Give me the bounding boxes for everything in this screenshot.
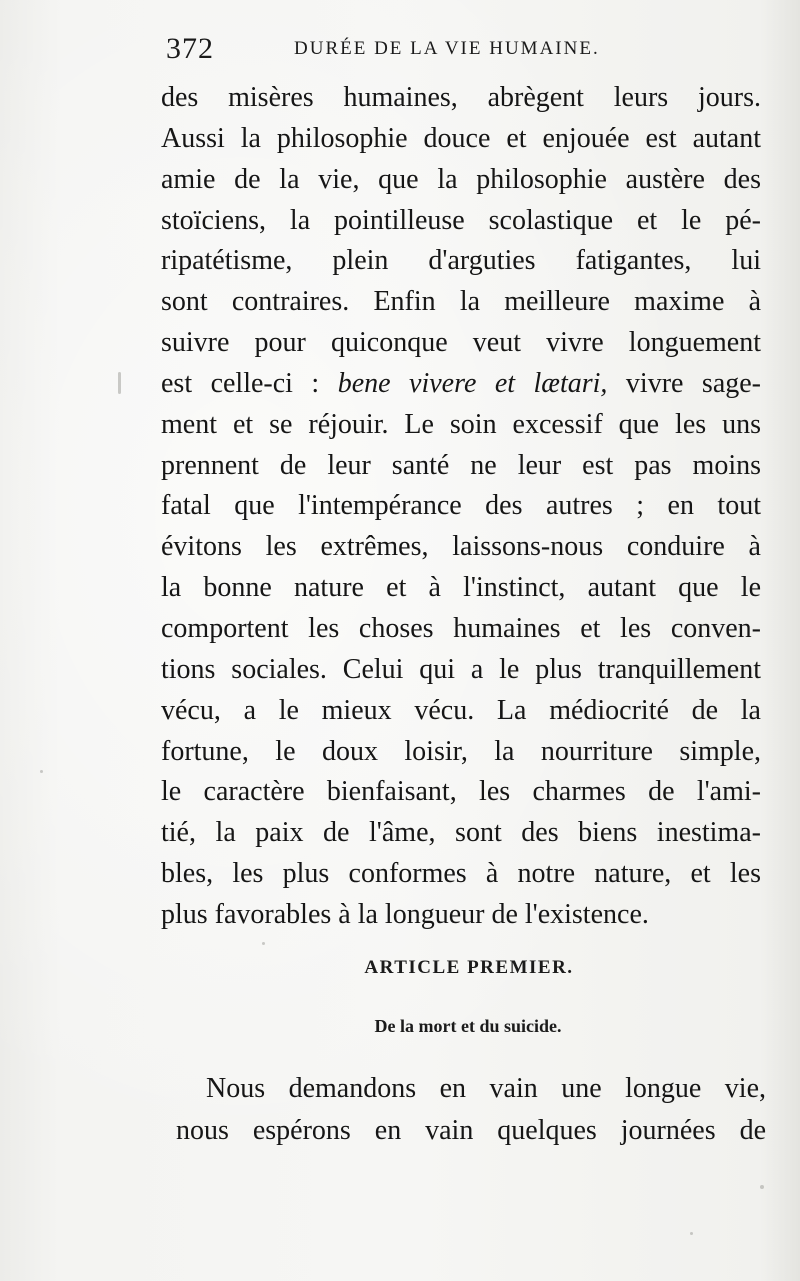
text-line xyxy=(161,364,761,405)
text-line: ment et se réjouir. Le soin excessif que les uns xyxy=(161,408,761,440)
text-line: suivre pour quiconque veut vivre longuement xyxy=(161,327,761,359)
paper-speck xyxy=(262,942,265,945)
text-line: vécu, a le mieux vécu. La médiocrité de la xyxy=(161,694,761,726)
text-line: bles, les plus conformes à notre nature, et les xyxy=(161,858,761,890)
paper-speck xyxy=(760,1185,764,1189)
text-line: la bonne nature et à l'instinct, autant que le xyxy=(161,572,761,604)
text-line: le caractère bienfaisant, les charmes de l'ami- xyxy=(161,776,761,808)
text-line: plus favorables à la longueur de l'existence. xyxy=(161,898,649,930)
text-line: amie de la vie, que la philosophie austère des xyxy=(161,163,761,195)
text-line: tions sociales. Celui qui a le plus tranquillement xyxy=(161,653,761,685)
body-paragraph xyxy=(161,78,761,936)
article-paragraph xyxy=(176,1068,766,1152)
text-line: fortune, le doux loisir, la nourriture simple, xyxy=(161,735,761,767)
page-header xyxy=(166,30,726,64)
page-number: 372 xyxy=(166,32,214,65)
text-line: évitons les extrêmes, laissons-nous conduire à xyxy=(161,531,761,563)
paper-speck xyxy=(118,372,121,394)
latin-phrase: bene vivere et lætari, xyxy=(337,367,608,399)
article-heading xyxy=(0,957,800,979)
article-heading-text: ARTICLE PREMIER. xyxy=(364,957,574,978)
text-segment: vivre sage- xyxy=(607,367,761,399)
text-line: nous espérons en vain quelques journées de xyxy=(176,1115,766,1146)
text-line: Aussi la philosophie douce et enjouée est autant xyxy=(161,122,761,154)
article-subheading xyxy=(0,1016,800,1037)
paper-speck xyxy=(690,1232,693,1235)
paper-speck xyxy=(40,770,43,773)
article-subheading-text: De la mort et du suicide. xyxy=(374,1016,562,1036)
text-line: stoïciens, la pointilleuse scolastique et le pé- xyxy=(161,204,761,236)
text-line: prennent de leur santé ne leur est pas moins xyxy=(161,449,761,481)
running-title: DURÉE DE LA VIE HUMAINE. xyxy=(294,38,600,59)
text-line: comportent les choses humaines et les conven- xyxy=(161,612,761,644)
text-line: fatal que l'intempérance des autres ; en tout xyxy=(161,490,761,522)
text-line: Nous demandons en vain une longue vie, xyxy=(206,1073,766,1104)
text-line: sont contraires. Enfin la meilleure maxime à xyxy=(161,286,761,318)
text-line: des misères humaines, abrègent leurs jours. xyxy=(161,82,761,113)
text-segment: est celle-ci : xyxy=(161,367,338,399)
text-line: ripatétisme, plein d'arguties fatigantes, lui xyxy=(161,245,761,277)
text-line: tié, la paix de l'âme, sont des biens inestima- xyxy=(161,817,761,849)
